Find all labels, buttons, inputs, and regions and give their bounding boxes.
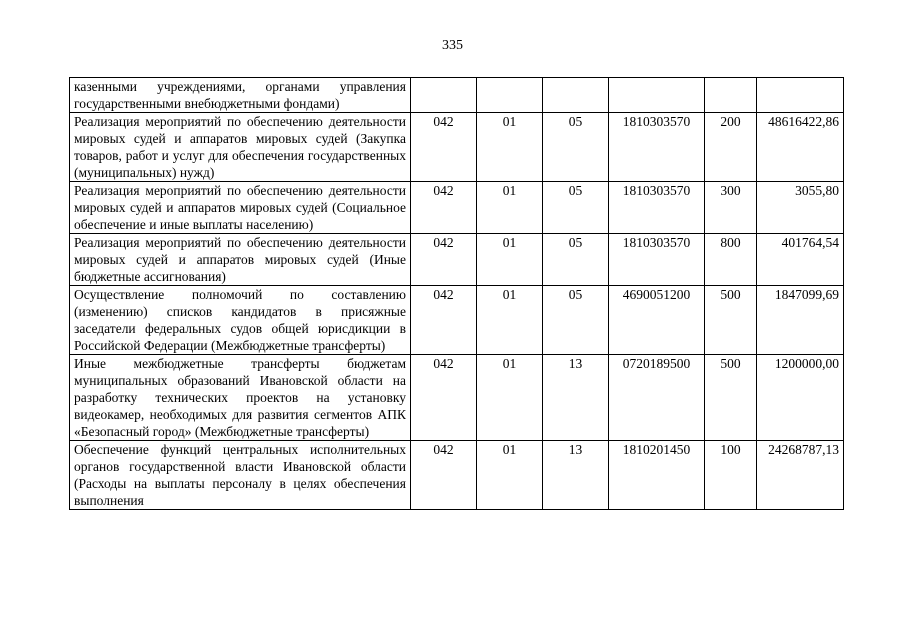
amount: 24268787,13 xyxy=(757,441,844,510)
expense-type-code xyxy=(705,78,757,113)
row-description: казенными учреждениями, органами управления государственными внебюджетными фондами) xyxy=(70,78,411,113)
target-article-code xyxy=(609,78,705,113)
row-description: Иные межбюджетные трансферты бюджетам муниципальных образований Ивановской области на разработку технических проектов на установку видеокамер, необходимых для развития сегментов АПК «Безопасный город» (Межбюджетные трансферты) xyxy=(70,355,411,441)
grbs-code: 042 xyxy=(411,441,477,510)
grbs-code: 042 xyxy=(411,286,477,355)
expense-type-code: 500 xyxy=(705,355,757,441)
subsection-code: 05 xyxy=(543,234,609,286)
table-row xyxy=(70,286,844,355)
grbs-code: 042 xyxy=(411,355,477,441)
row-description: Осуществление полномочий по составлению (изменению) списков кандидатов в присяжные заседатели федеральных судов общей юрисдикции в Российской Федерации (Межбюджетные трансферты) xyxy=(70,286,411,355)
row-description: Обеспечение функций центральных исполнительных органов государственной власти Ивановской области (Расходы на выплаты персоналу в целях обеспечения выполнения xyxy=(74,442,406,508)
budget-table xyxy=(69,77,844,510)
grbs-code: 042 xyxy=(411,234,477,286)
amount: 1847099,69 xyxy=(757,286,844,355)
expense-type-code: 200 xyxy=(705,113,757,182)
section-code: 01 xyxy=(477,355,543,441)
expense-type-code: 800 xyxy=(705,234,757,286)
expense-type-code: 300 xyxy=(705,182,757,234)
subsection-code: 05 xyxy=(543,182,609,234)
table-row xyxy=(70,113,844,182)
table-row xyxy=(70,441,844,510)
section-code: 01 xyxy=(477,286,543,355)
target-article-code: 1810303570 xyxy=(609,113,705,182)
amount: 48616422,86 xyxy=(757,113,844,182)
section-code xyxy=(477,78,543,113)
section-code: 01 xyxy=(477,182,543,234)
subsection-code: 13 xyxy=(543,441,609,510)
table-row xyxy=(70,78,844,113)
amount: 1200000,00 xyxy=(757,355,844,441)
page-number: 335 xyxy=(442,38,463,53)
target-article-code: 4690051200 xyxy=(609,286,705,355)
subsection-code: 13 xyxy=(543,355,609,441)
expense-type-code: 100 xyxy=(705,441,757,510)
amount xyxy=(757,78,844,113)
target-article-code: 1810201450 xyxy=(609,441,705,510)
expense-type-code: 500 xyxy=(705,286,757,355)
target-article-code: 0720189500 xyxy=(609,355,705,441)
row-description: Реализация мероприятий по обеспечению деятельности мировых судей и аппаратов мировых судей (Иные бюджетные ассигнования) xyxy=(70,234,411,286)
subsection-code xyxy=(543,78,609,113)
row-description: Реализация мероприятий по обеспечению деятельности мировых судей и аппаратов мировых судей (Социальное обеспечение и иные выплаты населению) xyxy=(70,182,411,234)
subsection-code: 05 xyxy=(543,113,609,182)
table-row xyxy=(70,182,844,234)
section-code: 01 xyxy=(477,113,543,182)
grbs-code: 042 xyxy=(411,182,477,234)
grbs-code: 042 xyxy=(411,113,477,182)
table-row xyxy=(70,234,844,286)
row-description: Реализация мероприятий по обеспечению деятельности мировых судей и аппаратов мировых судей (Закупка товаров, работ и услуг для обеспечения государственных (муниципальных) нужд) xyxy=(70,113,411,182)
section-code: 01 xyxy=(477,234,543,286)
table-row xyxy=(70,355,844,441)
row-description-cell xyxy=(70,441,411,510)
target-article-code: 1810303570 xyxy=(609,234,705,286)
subsection-code: 05 xyxy=(543,286,609,355)
amount: 3055,80 xyxy=(757,182,844,234)
section-code: 01 xyxy=(477,441,543,510)
target-article-code: 1810303570 xyxy=(609,182,705,234)
grbs-code xyxy=(411,78,477,113)
amount: 401764,54 xyxy=(757,234,844,286)
